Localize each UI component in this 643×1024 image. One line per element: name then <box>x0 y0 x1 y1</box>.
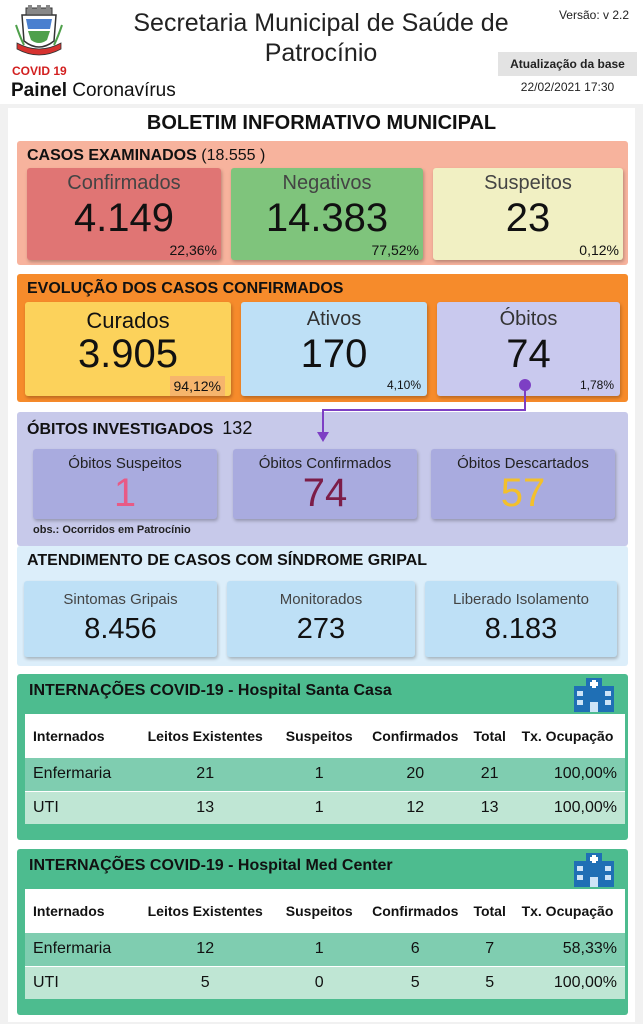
investigated-title-text: ÓBITOS INVESTIGADOS <box>27 421 214 438</box>
table-cell: 5 <box>133 966 277 999</box>
bulletin-title: BOLETIM INFORMATIVO MUNICIPAL <box>146 112 497 134</box>
hospital-title: INTERNAÇÕES COVID-19 - Hospital Med Center <box>29 857 393 874</box>
col-ocupacao: Tx. Ocupação <box>510 714 625 758</box>
confirmed-card[interactable] <box>27 168 221 260</box>
bulletin-card <box>8 108 635 1022</box>
investigated-deaths-section <box>17 412 628 546</box>
flu-symptoms-value: 8.456 <box>84 613 157 645</box>
flu-symptoms-label: Sintomas Gripais <box>63 591 178 608</box>
active-percent: 4,10% <box>386 378 421 392</box>
investigated-total: 132 <box>222 418 253 438</box>
flu-symptoms-card[interactable] <box>24 581 217 657</box>
examined-total: (18.555 ) <box>201 147 266 164</box>
table-cell: UTI <box>25 791 133 824</box>
suspect-percent: 0,12% <box>579 242 619 258</box>
hospital-building-icon <box>572 853 616 887</box>
confirmed-deaths-card[interactable] <box>233 449 417 519</box>
col-leitos: Leitos Existentes <box>133 889 277 933</box>
table-cell: 7 <box>469 933 510 966</box>
table-cell: UTI <box>25 966 133 999</box>
covid-label: COVID 19 <box>12 64 67 78</box>
table-cell: 1 <box>277 758 361 791</box>
table-cell: 100,00% <box>510 791 625 824</box>
col-confirmados: Confirmados <box>361 714 469 758</box>
deaths-percent: 1,78% <box>579 378 614 392</box>
suspect-deaths-card[interactable] <box>33 449 217 519</box>
col-total: Total <box>469 889 510 933</box>
table-cell: Enfermaria <box>25 758 133 791</box>
discarded-deaths-label: Óbitos Descartados <box>457 455 589 472</box>
released-label: Liberado Isolamento <box>453 591 589 608</box>
suspect-label: Suspeitos <box>484 172 572 194</box>
col-suspeitos: Suspeitos <box>277 889 361 933</box>
hospital-med-center-panel <box>17 849 628 1015</box>
negative-percent: 77,52% <box>371 242 419 258</box>
examined-title-text: CASOS EXAMINADOS <box>27 147 197 164</box>
col-total: Total <box>469 714 510 758</box>
col-leitos: Leitos Existentes <box>133 714 277 758</box>
suspect-value: 23 <box>505 196 551 240</box>
table-cell: 13 <box>133 791 277 824</box>
discarded-deaths-value: 57 <box>500 471 546 515</box>
cured-card[interactable] <box>25 302 231 396</box>
col-internados: Internados <box>25 889 133 933</box>
suspect-deaths-label: Óbitos Suspeitos <box>68 455 182 472</box>
panel-label <box>11 80 176 102</box>
table-cell: 12 <box>361 791 469 824</box>
cured-value: 3.905 <box>77 332 179 376</box>
app-header <box>0 0 643 104</box>
discarded-deaths-card[interactable] <box>431 449 615 519</box>
table-cell: 5 <box>469 966 510 999</box>
table-cell: 0 <box>277 966 361 999</box>
update-label: Atualização da base <box>498 52 637 76</box>
table-cell: 21 <box>133 758 277 791</box>
evolution-title: EVOLUÇÃO DOS CASOS CONFIRMADOS <box>27 280 344 297</box>
page-title: Secretaria Municipal de Saúde de Patrocínio <box>133 9 509 67</box>
deaths-label: Óbitos <box>499 308 558 330</box>
hospital-santa-casa-panel <box>17 674 628 840</box>
confirmed-deaths-value: 74 <box>302 471 348 515</box>
investigated-note: obs.: Ocorridos em Patrocínio <box>33 524 191 536</box>
monitored-card[interactable] <box>227 581 415 657</box>
table-cell: Enfermaria <box>25 933 133 966</box>
municipal-crest-icon <box>14 5 64 63</box>
col-suspeitos: Suspeitos <box>277 714 361 758</box>
hospital-building-icon <box>572 678 616 712</box>
table-row <box>25 791 625 824</box>
confirmed-value: 4.149 <box>73 196 175 240</box>
update-date: 22/02/2021 17:30 <box>520 80 615 94</box>
version-label: Versão: v 2.2 <box>558 8 629 22</box>
table-cell: 20 <box>361 758 469 791</box>
flu-syndrome-section <box>17 546 628 666</box>
table-cell: 5 <box>361 966 469 999</box>
table-cell: 12 <box>133 933 277 966</box>
panel-label-bold: Painel <box>11 80 67 101</box>
table-cell: 21 <box>469 758 510 791</box>
negative-card[interactable] <box>231 168 423 260</box>
suspect-card[interactable] <box>433 168 623 260</box>
monitored-value: 273 <box>296 613 346 645</box>
hospital-table <box>25 889 625 999</box>
active-card[interactable] <box>241 302 427 396</box>
investigated-title <box>27 418 252 439</box>
flu-title: ATENDIMENTO DE CASOS COM SÍNDROME GRIPAL <box>27 552 428 569</box>
hospital-table <box>25 714 625 824</box>
negative-value: 14.383 <box>265 196 389 240</box>
confirmed-deaths-label: Óbitos Confirmados <box>258 455 392 472</box>
panel-label-rest: Coronavírus <box>66 80 176 101</box>
confirmed-label: Confirmados <box>67 172 181 194</box>
active-value: 170 <box>300 332 368 376</box>
table-cell: 100,00% <box>510 966 625 999</box>
active-label: Ativos <box>306 308 362 330</box>
deaths-card[interactable] <box>437 302 620 396</box>
table-row <box>25 966 625 999</box>
col-confirmados: Confirmados <box>361 889 469 933</box>
hospital-title: INTERNAÇÕES COVID-19 - Hospital Santa Casa <box>29 682 392 699</box>
negative-label: Negativos <box>282 172 372 194</box>
table-row <box>25 933 625 966</box>
cured-percent: 94,12% <box>170 376 225 396</box>
table-cell: 1 <box>277 933 361 966</box>
col-internados: Internados <box>25 714 133 758</box>
suspect-deaths-value: 1 <box>113 471 137 515</box>
table-cell: 1 <box>277 791 361 824</box>
deaths-value: 74 <box>506 332 551 376</box>
table-cell: 58,33% <box>510 933 625 966</box>
table-cell: 13 <box>469 791 510 824</box>
examined-cases-section <box>17 141 628 265</box>
released-card[interactable] <box>425 581 617 657</box>
table-cell: 6 <box>361 933 469 966</box>
confirmed-percent: 22,36% <box>169 242 217 258</box>
monitored-label: Monitorados <box>279 591 363 608</box>
table-cell: 100,00% <box>510 758 625 791</box>
cured-label: Curados <box>86 308 170 333</box>
examined-title <box>27 147 265 165</box>
released-value: 8.183 <box>484 613 558 645</box>
evolution-section <box>17 274 628 402</box>
table-row <box>25 758 625 791</box>
col-ocupacao: Tx. Ocupação <box>510 889 625 933</box>
